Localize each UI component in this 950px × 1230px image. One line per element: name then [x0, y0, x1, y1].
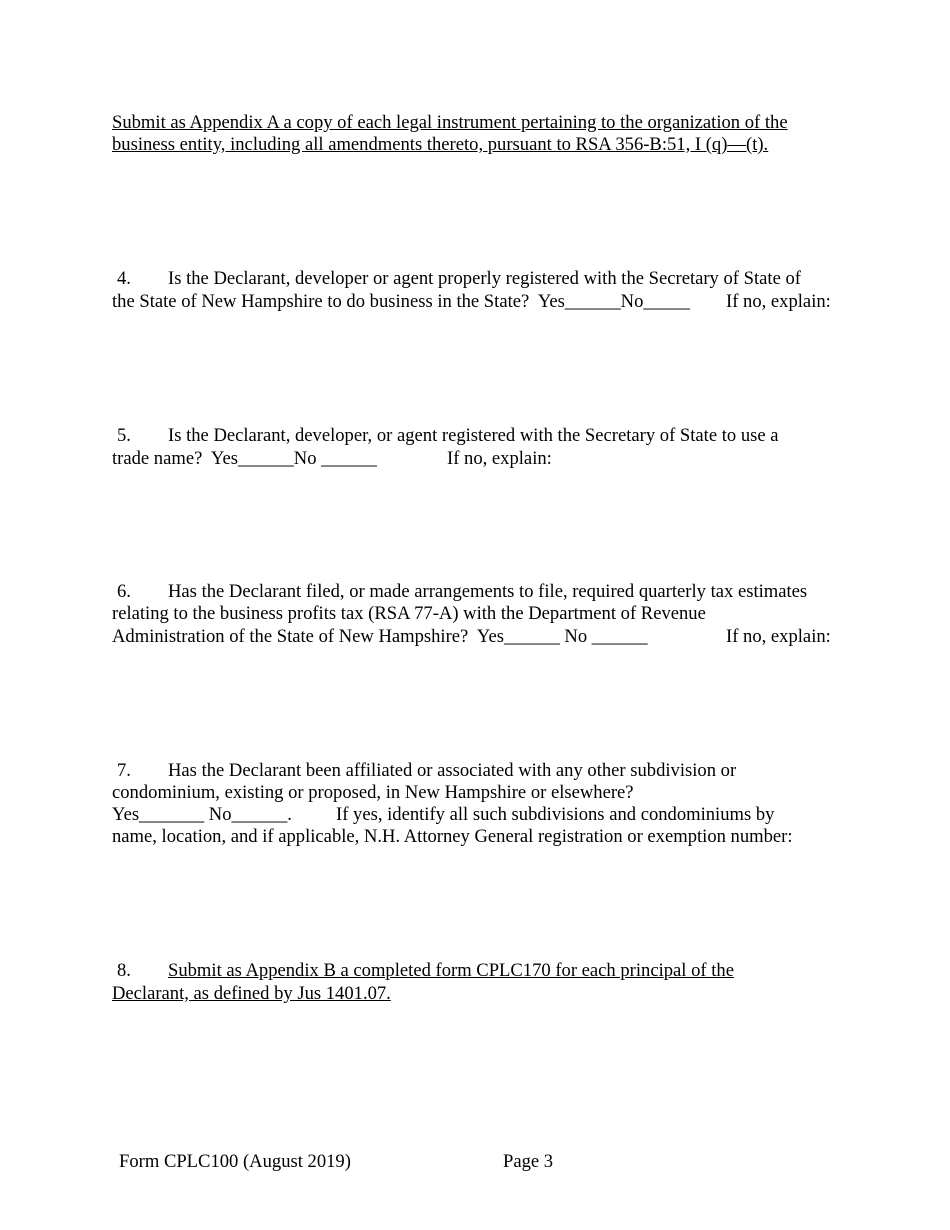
footer-page-number: Page 3	[503, 1151, 554, 1172]
question-8-line-1: 8. Submit as Appendix B a completed form CPLC170 for each principal of the	[112, 960, 734, 983]
question-5-explain: If no, explain:	[447, 448, 552, 469]
question-4-number: 4.	[117, 268, 131, 289]
question-5-line-2: trade name? Yes______No ______ If no, explain:	[112, 448, 552, 469]
question-8-number: 8.	[117, 960, 131, 981]
question-6-line-3: Administration of the State of New Hampshire? Yes______ No ______ If no, explain:	[112, 626, 831, 647]
question-6-line-2: relating to the business profits tax (RSA 77-A) with the Department of Revenue	[112, 603, 706, 624]
question-7-line-4: name, location, and if applicable, N.H. Attorney General registration or exemption number:	[112, 826, 793, 847]
footer-form-id: Form CPLC100 (August 2019)	[119, 1151, 351, 1172]
appendix-a-line-1: Submit as Appendix A a copy of each legal instrument pertaining to the organization of the	[112, 112, 788, 133]
question-7-line-2: condominium, existing or proposed, in New Hampshire or elsewhere?	[112, 782, 634, 803]
appendix-a-line-2: business entity, including all amendments thereto, pursuant to RSA 356-B:51, I (q)—(t).	[112, 134, 769, 155]
question-7-line-1: 7. Has the Declarant been affiliated or associated with any other subdivision or	[112, 760, 736, 783]
question-7-identify-text: If yes, identify all such subdivisions and condominiums by	[336, 804, 775, 825]
question-5-line-1: 5. Is the Declarant, developer, or agent registered with the Secretary of State to use a	[112, 425, 779, 448]
question-6-explain: If no, explain:	[726, 626, 831, 647]
question-4-line-2: the State of New Hampshire to do business in the State? Yes______No_____ If no, explain:	[112, 291, 831, 312]
question-8-line-2: Declarant, as defined by Jus 1401.07.	[112, 983, 391, 1004]
question-5-number: 5.	[117, 425, 131, 446]
question-6-line-1: 6. Has the Declarant filed, or made arrangements to file, required quarterly tax estimates	[112, 581, 807, 604]
question-7-line-3: Yes_______ No______. If yes, identify all such subdivisions and condominiums by	[112, 804, 775, 825]
question-6-number: 6.	[117, 581, 131, 602]
question-4-explain: If no, explain:	[726, 291, 831, 312]
question-7-number: 7.	[117, 760, 131, 781]
question-4-line-1: 4. Is the Declarant, developer or agent properly registered with the Secretary of State of	[112, 268, 801, 291]
